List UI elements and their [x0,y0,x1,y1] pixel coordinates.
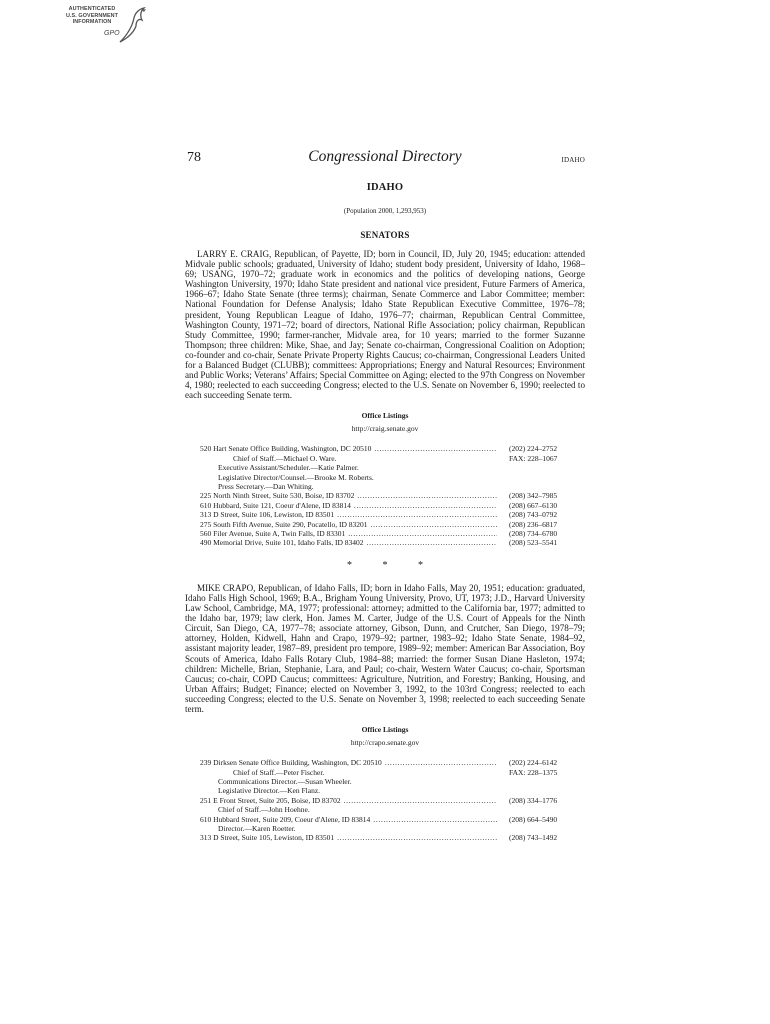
senator-bio: MIKE CRAPO, Republican, of Idaho Falls, ID; born in Idaho Falls, May 20, 1951; education: graduated, Idaho Falls High School, 1969; B.A., Brigham Young University, Provo, UT, 1973; J.D., Harvard University Law School, Cambridge, MA, 1977; professional: attorney; admitted to the California bar, 1977; admitted to the Idaho bar, 1979; law clerk, Hon. James M. Carter, Judge of the U.S. Court of Appeals for the Ninth Circuit, San Diego, CA, 1977–78; associate attorney, Gibson, Dunn, and Crutcher, San Diego, 1978–79; attorney, Holden, Kidwell, Hahn and Crapo, 1979–92; partner, 1983–92; Idaho State Senate, 1984–92, assistant majority leader, 1987–89, president pro tempore, 1989–92; member: American Bar Association, Boy Scouts of America, Idaho Falls Rotary Club, 1984–88; married: the former Susan Diane Hasleton, 1974; children: Michelle, Brian, Stephanie, Lara, and Paul; co-chair, Western Water Caucus; co-chair, Sportsman Caucus; co-chair, COPD Caucus; committees: Agriculture, Nutrition, and Forestry; Banking, Housing, and Urban Affairs; Budget; Finance; elected on November 3, 1992, to the 103rd Congress; reelected to each succeeding Congress; elected to the U.S. Senate on November 3, 1998; reelected to each succeeding Senate term. [185,582,585,714]
office-address: 560 Filer Avenue, Suite A, Twin Falls, ID 83301 [200,529,346,539]
staff-entry: Legislative Director.—Ken Flanz. [218,786,321,796]
office-row [185,538,585,547]
office-phone: (208) 523–5541 [509,538,558,548]
office-address: 239 Dirksen Senate Office Building, Washington, DC 20510 [200,758,382,768]
office-phone: (202) 224–2752 [509,444,558,454]
office-address: 313 D Street, Suite 105, Lewiston, ID 83501 [200,833,335,843]
staff-entry: Communications Director.—Susan Wheeler. [218,776,352,786]
office-address: 520 Hart Senate Office Building, Washington, DC 20510 [200,444,372,454]
state-title: IDAHO [366,182,404,193]
office-row [185,529,585,538]
office-phone: (208) 342–7985 [509,491,558,501]
office-row [185,833,585,842]
directory-title: Congressional Directory [308,148,462,165]
office-listings [185,758,585,843]
section-heading: SENATORS [360,230,410,240]
office-listings-heading: Office Listings [361,411,409,421]
office-fax: FAX: 228–1375 [509,767,558,777]
eagle-icon [116,6,148,46]
running-head-state: IDAHO [561,156,585,164]
directory-page [185,148,585,843]
office-phone: (202) 224–6142 [509,758,558,768]
office-phone: (208) 734–6780 [509,529,558,539]
office-row [185,501,585,510]
staff-entry: Legislative Director/Counsel.—Brooke M. Roberts. [218,472,374,482]
office-address: 225 North Ninth Street, Suite 530, Boise, ID 83702 [200,491,355,501]
staff-entry: Chief of Staff.—Michael O. Ware. [233,453,337,463]
office-row [185,758,585,767]
office-address: 275 South Fifth Avenue, Suite 290, Pocatello, ID 83201 [200,519,368,529]
page-number: 78 [187,150,201,165]
staff-entry: Director.—Karen Roetter. [218,823,296,833]
staff-entry: Chief of Staff.—John Hoehne. [218,805,310,815]
population-line: (Population 2000, 1,293,953) [343,207,427,215]
office-row [185,491,585,500]
staff-entry: Press Secretary.—Dan Whiting. [218,482,314,492]
office-row [185,815,585,824]
office-address: 610 Hubbard Street, Suite 209, Coeur d'Alene, ID 83814 [200,814,371,824]
office-address: 610 Hubbard, Suite 121, Coeur d'Alene, ID 83814 [200,500,351,510]
running-head [185,148,585,170]
seal-line-2: U.S. GOVERNMENT [65,12,119,19]
seal-line-1: AUTHENTICATED [68,6,116,12]
seal-gpo: GPO [104,30,120,37]
office-listings-heading: Office Listings [361,725,409,735]
office-address: 313 D Street, Suite 106, Lewiston, ID 83501 [200,510,335,520]
office-row [185,520,585,529]
office-row [185,444,585,453]
staff-row [185,454,585,463]
office-phone: (208) 667–6130 [509,500,558,510]
office-phone: (208) 743–1492 [509,833,558,843]
office-row [185,796,585,805]
office-fax: FAX: 228–1067 [509,453,558,463]
office-phone: (208) 664–5490 [509,814,558,824]
senator-website-link[interactable]: http://crapo.senate.gov [350,738,420,748]
senator-bio: LARRY E. CRAIG, Republican, of Payette, ID; born in Council, ID, July 20, 1945; education: attended Midvale public schools; graduated, University of Idaho; student body president, University of Idaho, 1968–69; USANG, 1970–72; graduate work in economics and the politics of developing nations, George Washington University, 1970; Idaho State president and national vice president, Future Farmers of America, 1966–67; Idaho State Senate (three terms); chairman, Senate Commerce and Labor Committee; member: National Foundation for Defense Analysis; Idaho State Republican Executive Committee, 1976–78; president, Young Republican League of Idaho, 1976–77; chairman, Republican Central Committee, Washington County, 1971–72; board of directors, National Rifle Association; policy chairman, Republican Study Committee, 1990; farmer-rancher, Midvale area, for 10 years; married to the former Suzanne Thompson; three children: Mike, Shae, and Jay; Senate co-chairman, Congressional Coalition on Adoption; co-founder and co-chair, Senate Private Property Rights Caucus; co-chairman, Congressional Leaders United for a Balanced Budget (CLUBB); committees: Appropriations; Energy and Natural Resources; Environment and Public Works; Veterans’ Affairs; Special Committee on Aging; elected to the 97th Congress on November 4, 1980; reelected to each succeeding Congress; elected to the U.S. Senate on November 6, 1990; reelected to each succeeding Senate term. [185,249,585,401]
office-phone: (208) 743–0792 [509,510,558,520]
gpo-authentication-seal [56,6,148,46]
seal-line-3: INFORMATION [72,19,112,26]
senator-website-link[interactable]: http://craig.senate.gov [351,424,419,434]
office-phone: (208) 236–6817 [509,519,558,529]
office-address: 251 E Front Street, Suite 205, Boise, ID 83702 [200,795,341,805]
staff-entry: Executive Assistant/Scheduler.—Katie Palmer. [218,463,359,473]
office-listings [185,444,585,547]
staff-entry: Chief of Staff.—Peter Fischer. [233,767,325,777]
office-address: 490 Memorial Drive, Suite 101, Idaho Falls, ID 83402 [200,538,364,548]
section-separator: * * * [347,559,437,571]
office-phone: (208) 334–1776 [509,795,558,805]
office-row [185,510,585,519]
staff-row [185,768,585,777]
